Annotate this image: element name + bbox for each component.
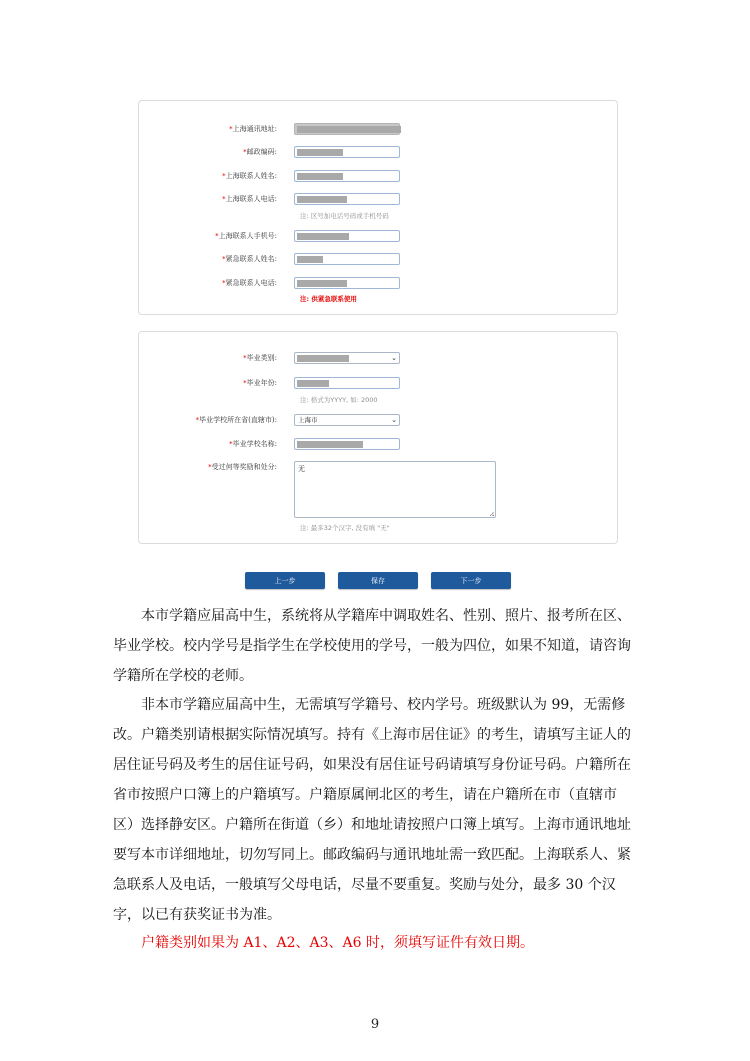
postal-code-label: 邮政编码: [246,148,277,156]
required-mark: * [243,354,247,362]
year-format-note: 注: 格式为YYYY, 如: 2000 [300,396,378,404]
sh-contact-name-label: 上海联系人姓名: [225,172,277,180]
required-mark: * [243,148,247,156]
sh-contact-name-input[interactable] [294,170,400,182]
paragraph-household-info: 户籍类别请根据实际情况填写。持有《上海市居住证》的考生，请填写主证人的居住证号码及考生的居住证号码，如果没有居住证号码请填写身份证号码。户籍所在省市按照户口簿上的户籍填写。户籍原属闸北区的考生，请在户籍所在市（直辖市区）选择静安区。户籍所在街道（乡）和地址请按照户口簿上填写。上海市通讯地址要写本市详细地址，切勿写同上。邮政编码与通讯地址需一致匹配。上海联系人、紧急联系人及电话，一般填写父母电话，尽量不要重复。奖励与处分，最多 30 个汉字，以已有获奖证书为准。 [113,727,631,923]
chevron-down-icon: ⌄ [391,354,397,362]
emergency-name-row [139,253,617,267]
redacted-value [297,280,347,287]
redacted-value [297,441,363,448]
awards-row [139,461,617,519]
school-province-select[interactable] [294,414,400,426]
next-step-button[interactable]: 下一步 [431,572,511,589]
school-province-label: 毕业学校所在省(直辖市): [199,416,277,424]
required-mark: * [222,279,226,287]
redacted-value [297,233,349,240]
sh-contact-mobile-label: 上海联系人手机号: [218,232,277,240]
required-mark: * [222,172,226,180]
postal-code-input[interactable] [294,146,400,158]
graduation-year-input[interactable] [294,377,400,389]
resize-grip-icon[interactable] [489,511,494,516]
required-mark: * [195,416,200,424]
sh-contact-phone-label: 上海联系人电话: [225,195,277,203]
required-mark: * [222,255,226,263]
shanghai-address-row [139,123,617,137]
redacted-value [297,126,401,133]
redacted-value [297,149,343,156]
sh-contact-mobile-input[interactable] [294,230,400,242]
graduation-type-row [139,352,617,366]
page-number: 9 [370,1017,380,1032]
graduation-info-panel [138,331,618,544]
sh-contact-phone-row [139,193,617,207]
paragraph-local-students: 本市学籍应届高中生，系统将从学籍库中调取姓名、性别、照片、报考所在区、毕业学校。校内学号是指学生在学校使用的学号，一般为四位，如果不知道，请咨询学籍所在学校的老师。 [113,608,631,684]
school-name-input[interactable] [294,438,400,450]
school-province-row [139,414,617,428]
shanghai-address-input[interactable] [294,123,400,135]
redacted-value [297,196,347,203]
school-name-label: 毕业学校名称: [232,440,277,448]
redacted-value [297,173,343,180]
graduation-year-label: 毕业年份: [246,379,277,387]
emergency-phone-row [139,277,617,291]
sh-contact-name-row [139,170,617,184]
emergency-name-input[interactable] [294,253,400,265]
awards-textarea[interactable] [294,461,496,518]
required-mark: * [208,463,212,471]
phone-note: 注: 区号加电话号码或手机号码 [300,212,389,220]
redacted-value [297,256,323,263]
contact-info-panel [138,100,618,315]
redacted-value [297,380,329,387]
graduation-type-label: 毕业类别: [246,354,277,362]
graduation-type-select[interactable] [294,352,400,364]
postal-code-row [139,146,617,160]
required-mark: * [229,440,233,448]
awards-value: 无 [298,465,305,473]
chevron-down-icon: ⌄ [391,416,397,424]
emergency-note: 注: 供紧急联系使用 [300,295,357,303]
redacted-value [297,355,349,362]
emergency-name-label: 紧急联系人姓名: [225,255,277,263]
required-mark: * [229,125,233,133]
required-mark: * [222,195,226,203]
school-province-value: 上海市 [298,416,318,424]
required-mark: * [243,379,247,387]
paragraph-nonlocal-students: 非本市学籍应届高中生，无需填写学籍号、校内学号。班级默认为 99，无需修改。 [113,697,626,743]
emergency-phone-label: 紧急联系人电话: [225,279,277,287]
shanghai-address-label: 上海通讯地址: [232,125,277,133]
awards-note: 注: 最多32个汉字, 没有填 "无" [300,524,390,532]
school-name-row [139,438,617,452]
awards-label: 受过何等奖励和处分: [211,463,277,471]
prev-step-button[interactable]: 上一步 [245,572,325,589]
paragraph-household-validity: 户籍类别如果为 A1、A2、A3、A6 时，须填写证件有效日期。 [141,935,534,951]
sh-contact-phone-input[interactable] [294,193,400,205]
save-button[interactable]: 保存 [338,572,418,589]
sh-contact-mobile-row [139,230,617,244]
emergency-phone-input[interactable] [294,277,400,289]
graduation-year-row [139,377,617,391]
required-mark: * [215,232,219,240]
